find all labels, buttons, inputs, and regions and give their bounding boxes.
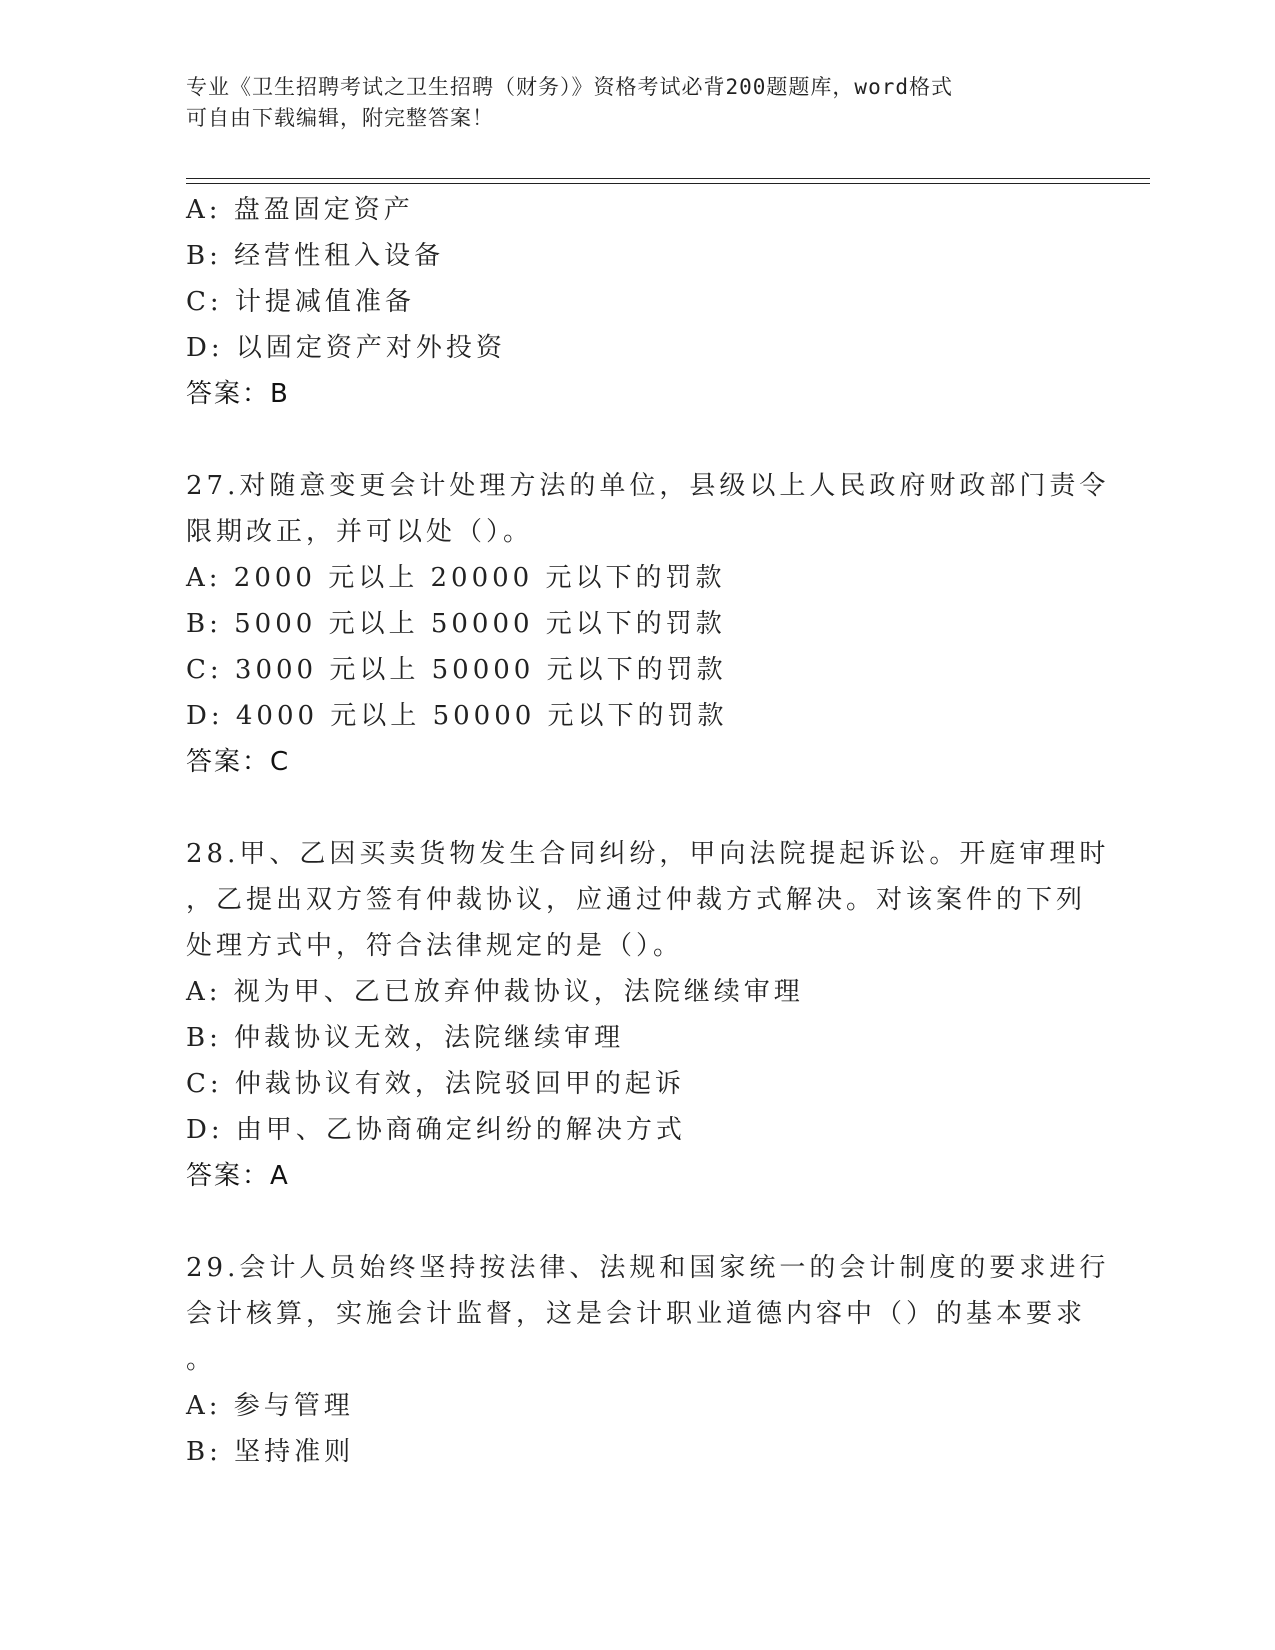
option-d: D: 由甲、乙协商确定纠纷的解决方式	[186, 1115, 686, 1145]
answer-line: 答案：A	[186, 1161, 290, 1191]
option-c: C: 计提减值准备	[186, 287, 415, 317]
question-stem: 29.会计人员始终坚持按法律、法规和国家统一的会计制度的要求进行	[186, 1253, 1110, 1283]
answer-line: 答案：C	[186, 747, 291, 777]
question-list	[186, 187, 1110, 1475]
option-b: B: 仲裁协议无效，法院继续审理	[186, 1023, 625, 1053]
question-29	[186, 1245, 1110, 1475]
question-stem: 会计核算，实施会计监督，这是会计职业道德内容中（）的基本要求	[186, 1299, 1087, 1329]
option-b: B: 经营性租入设备	[186, 241, 445, 271]
spacer	[186, 1199, 1086, 1245]
document-header	[186, 72, 1066, 134]
option-a: A: 2000 元以上 20000 元以下的罚款	[186, 563, 726, 593]
option-b: B: 坚持准则	[186, 1437, 355, 1467]
header-divider-top	[186, 178, 1150, 179]
question-27	[186, 463, 1110, 785]
question-stem: 处理方式中，符合法律规定的是（）。	[186, 931, 684, 961]
option-a: A: 视为甲、乙已放弃仲裁协议，法院继续审理	[186, 977, 804, 1007]
option-c: C: 3000 元以上 50000 元以下的罚款	[186, 655, 727, 685]
question-stem: 27.对随意变更会计处理方法的单位，县级以上人民政府财政部门责令	[186, 471, 1110, 501]
spacer	[186, 785, 1086, 831]
option-d: D: 4000 元以上 50000 元以下的罚款	[186, 701, 728, 731]
question-28	[186, 831, 1110, 1199]
question-stem: 限期改正，并可以处（）。	[186, 517, 534, 547]
header-divider-bottom	[186, 183, 1150, 184]
header-line-1: 专业《卫生招聘考试之卫生招聘（财务）》资格考试必背200题题库，word格式	[186, 75, 953, 99]
option-a: A: 参与管理	[186, 1391, 354, 1421]
question-26-options	[186, 187, 1086, 417]
answer-line: 答案：B	[186, 379, 290, 409]
option-c: C: 仲裁协议有效，法院驳回甲的起诉	[186, 1069, 685, 1099]
question-stem: 。	[186, 1345, 217, 1375]
question-stem: ，乙提出双方签有仲裁协议，应通过仲裁方式解决。对该案件的下列	[186, 885, 1087, 915]
option-b: B: 5000 元以上 50000 元以下的罚款	[186, 609, 726, 639]
option-d: D: 以固定资产对外投资	[186, 333, 506, 363]
question-stem: 28.甲、乙因买卖货物发生合同纠纷，甲向法院提起诉讼。开庭审理时	[186, 839, 1110, 869]
option-a: A: 盘盈固定资产	[186, 195, 414, 225]
spacer	[186, 417, 1086, 463]
header-line-2: 可自由下载编辑，附完整答案！	[186, 106, 494, 130]
